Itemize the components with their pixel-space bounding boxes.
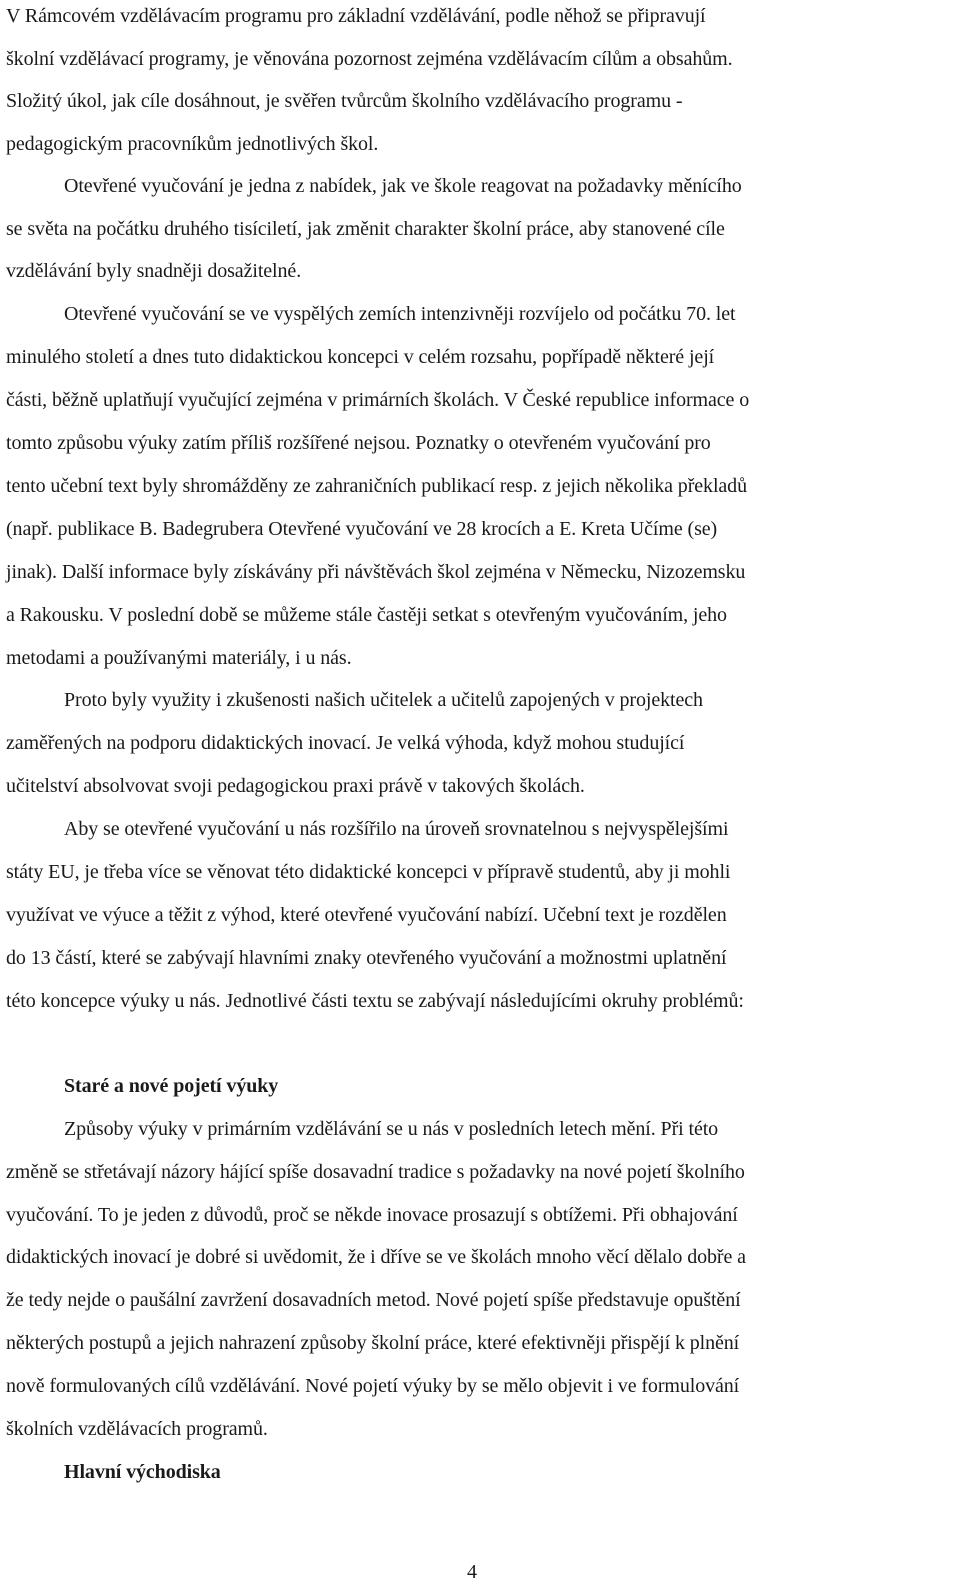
text-line: vzdělávání byly snadněji dosažitelné. (6, 260, 302, 282)
text-line: nově formulovaných cílů vzdělávání. Nové pojetí výuky by se mělo objevit i ve formulování (6, 1375, 740, 1397)
text-line: minulého století a dnes tuto didaktickou koncepci v celém rozsahu, popřípadě některé její (6, 346, 715, 368)
text-line: tento učební text byly shromážděny ze zahraničních publikací resp. z jejich několika překladů (6, 475, 747, 497)
text-line: vyučování. To je jeden z důvodů, proč se někde inovace prosazují s obtížemi. Při obhajování (6, 1204, 738, 1226)
text-line: didaktických inovací je dobré si uvědomit, že i dříve se ve školách mnoho věcí dělalo dobře a (6, 1246, 746, 1268)
section-heading: Staré a nové pojetí výuky (64, 1075, 279, 1097)
text-line: Otevřené vyučování je jedna z nabídek, jak ve škole reagovat na požadavky měnícího (64, 175, 742, 197)
text-line: Otevřené vyučování se ve vyspělých zemích intenzivněji rozvíjelo od počátku 70. let (64, 303, 736, 325)
page-number: 4 (467, 1561, 477, 1583)
section-heading: Hlavní východiska (64, 1461, 221, 1483)
text-line: zaměřených na podporu didaktických inovací. Je velká výhoda, když mohou studující (6, 732, 685, 754)
text-line: školních vzdělávacích programů. (6, 1418, 268, 1440)
text-line: učitelství absolvovat svoji pedagogickou praxi právě v takových školách. (6, 775, 585, 797)
text-line: se světa na počátku druhého tisíciletí, jak změnit charakter školní práce, aby stanovené cíle (6, 218, 725, 240)
text-line: tomto způsobu výuky zatím příliš rozšířené nejsou. Poznatky o otevřeném vyučování pro (6, 432, 711, 454)
text-line: Složitý úkol, jak cíle dosáhnout, je svěřen tvůrcům školního vzdělávacího programu - (6, 90, 683, 112)
text-line: některých postupů a jejich nahrazení způsoby školní práce, které efektivněji přispějí k plnění (6, 1332, 740, 1354)
text-line: pedagogickým pracovníkům jednotlivých škol. (6, 133, 379, 155)
text-line: Proto byly využity i zkušenosti našich učitelek a učitelů zapojených v projektech (64, 689, 703, 711)
text-line: státy EU, je třeba více se věnovat této didaktické koncepci v přípravě studentů, aby ji mohli (6, 861, 731, 883)
text-line: že tedy nejde o paušální zavržení dosavadních metod. Nové pojetí spíše představuje opuštění (6, 1289, 741, 1311)
text-line: Způsoby výuky v primárním vzdělávání se u nás v posledních letech mění. Při této (64, 1118, 719, 1140)
text-line: a Rakousku. V poslední době se můžeme stále častěji setkat s otevřeným vyučováním, jeho (6, 604, 727, 626)
text-line: změně se střetávají názory hájící spíše dosavadní tradice s požadavky na nové pojetí školního (6, 1161, 745, 1183)
text-line: školní vzdělávací programy, je věnována pozornost zejména vzdělávacím cílům a obsahům. (6, 48, 733, 70)
text-line: V Rámcovém vzdělávacím programu pro základní vzdělávání, podle něhož se připravují (6, 5, 706, 27)
text-line: této koncepce výuky u nás. Jednotlivé části textu se zabývají následujícími okruhy problémů: (6, 990, 744, 1012)
text-line: Aby se otevřené vyučování u nás rozšířilo na úroveň srovnatelnou s nejvyspělejšími (64, 818, 729, 840)
text-line: využívat ve výuce a těžit z výhod, které otevřené vyučování nabízí. Učební text je rozdělen (6, 904, 727, 926)
text-line: metodami a používanými materiály, i u nás. (6, 647, 352, 669)
text-line: jinak). Další informace byly získávány při návštěvách škol zejména v Německu, Nizozemsku (6, 561, 746, 583)
text-line: části, běžně uplatňují vyučující zejména v primárních školách. V České republice informace o (6, 389, 750, 411)
text-line: do 13 částí, které se zabývají hlavními znaky otevřeného vyučování a možnostmi uplatnění (6, 947, 727, 969)
text-line: (např. publikace B. Badegrubera Otevřené vyučování ve 28 krocích a E. Kreta Učíme (se) (6, 518, 718, 540)
